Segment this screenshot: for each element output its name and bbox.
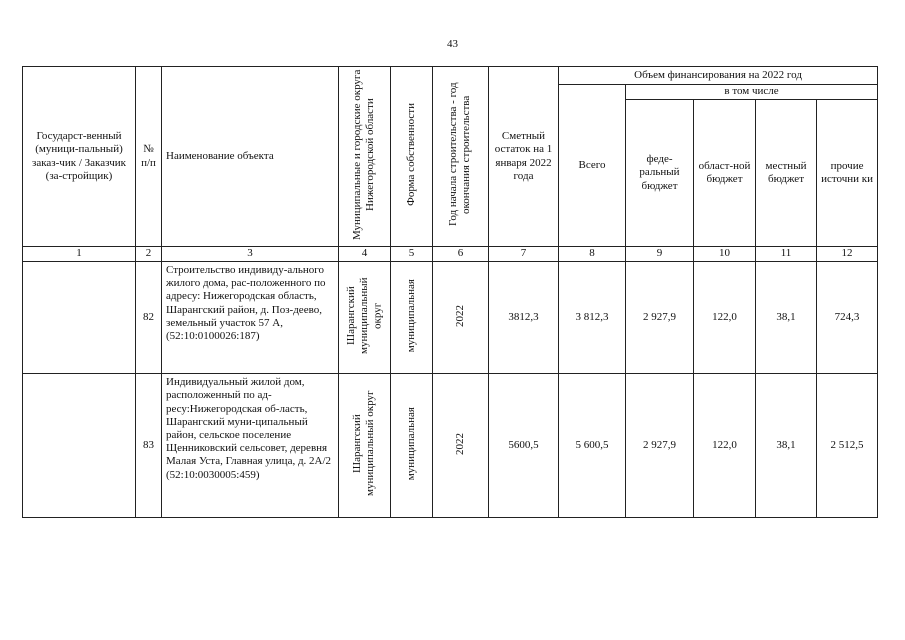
cell-years: 2022 xyxy=(433,262,489,374)
header-including: в том числе xyxy=(626,85,878,100)
financing-table xyxy=(22,66,878,518)
header-municipality: Муниципальные и городские округа Нижегородской области xyxy=(339,67,391,247)
cell-ownership: муниципальная xyxy=(391,262,433,374)
header-other: прочие источни ки xyxy=(817,100,878,247)
cell-other: 724,3 xyxy=(817,262,878,374)
cell-regional: 122,0 xyxy=(694,374,756,518)
column-number: 11 xyxy=(756,247,817,262)
header-ownership: Форма собственности xyxy=(391,67,433,247)
header-estimate: Сметный остаток на 1 января 2022 года xyxy=(489,67,559,247)
cell-total: 3 812,3 xyxy=(559,262,626,374)
column-number: 4 xyxy=(339,247,391,262)
cell-object-name: Индивидуальный жилой дом, расположенный по ад-ресу:Нижегородская об-ласть, Шарангский муни-ципальный район, сельское поселение Щенниковский сельсовет, деревня Малая Уста, Главная улица, д. 2А/2 (52:10:0030005:459) xyxy=(162,374,339,518)
table-row xyxy=(23,374,878,518)
cell-municipality: Шарангский муниципальный округ xyxy=(339,262,391,374)
cell-num: 82 xyxy=(136,262,162,374)
cell-federal: 2 927,9 xyxy=(626,262,694,374)
column-number: 1 xyxy=(23,247,136,262)
header-regional: област-ной бюджет xyxy=(694,100,756,247)
cell-municipality: Шарангский муниципальный округ xyxy=(339,374,391,518)
column-number-row xyxy=(23,247,878,262)
cell-years: 2022 xyxy=(433,374,489,518)
header-num: № п/п xyxy=(136,67,162,247)
column-number: 12 xyxy=(817,247,878,262)
column-number: 5 xyxy=(391,247,433,262)
column-number: 2 xyxy=(136,247,162,262)
cell-num: 83 xyxy=(136,374,162,518)
header-local: местный бюджет xyxy=(756,100,817,247)
cell-federal: 2 927,9 xyxy=(626,374,694,518)
column-number: 10 xyxy=(694,247,756,262)
table-row xyxy=(23,262,878,374)
cell-other: 2 512,5 xyxy=(817,374,878,518)
header-customer: Государст-венный (муници-пальный) заказ-чик / Заказчик (за-стройщик) xyxy=(23,67,136,247)
header-federal: феде-ральный бюджет xyxy=(626,100,694,247)
column-number: 9 xyxy=(626,247,694,262)
cell-ownership: муниципальная xyxy=(391,374,433,518)
header-object-name: Наименование объекта xyxy=(162,67,339,247)
cell-estimate: 3812,3 xyxy=(489,262,559,374)
cell-local: 38,1 xyxy=(756,374,817,518)
cell-object-name: Строительство индивиду-ального жилого дома, рас-положенного по адресу: Нижегородская область, Шарангский район, д. Поз-деево, земельный участок 57 А, (52:10:0100026:187) xyxy=(162,262,339,374)
cell-total: 5 600,5 xyxy=(559,374,626,518)
column-number: 8 xyxy=(559,247,626,262)
column-number: 3 xyxy=(162,247,339,262)
cell-local: 38,1 xyxy=(756,262,817,374)
cell-customer xyxy=(23,262,136,374)
header-row-1 xyxy=(23,67,878,85)
column-number: 7 xyxy=(489,247,559,262)
cell-regional: 122,0 xyxy=(694,262,756,374)
cell-customer xyxy=(23,374,136,518)
page-number: 43 xyxy=(447,38,458,50)
header-years: Год начала строительства - год окончания строительства xyxy=(433,67,489,247)
cell-estimate: 5600,5 xyxy=(489,374,559,518)
header-total: Всего xyxy=(559,85,626,247)
header-financing: Объем финансирования на 2022 год xyxy=(559,67,878,85)
column-number: 6 xyxy=(433,247,489,262)
